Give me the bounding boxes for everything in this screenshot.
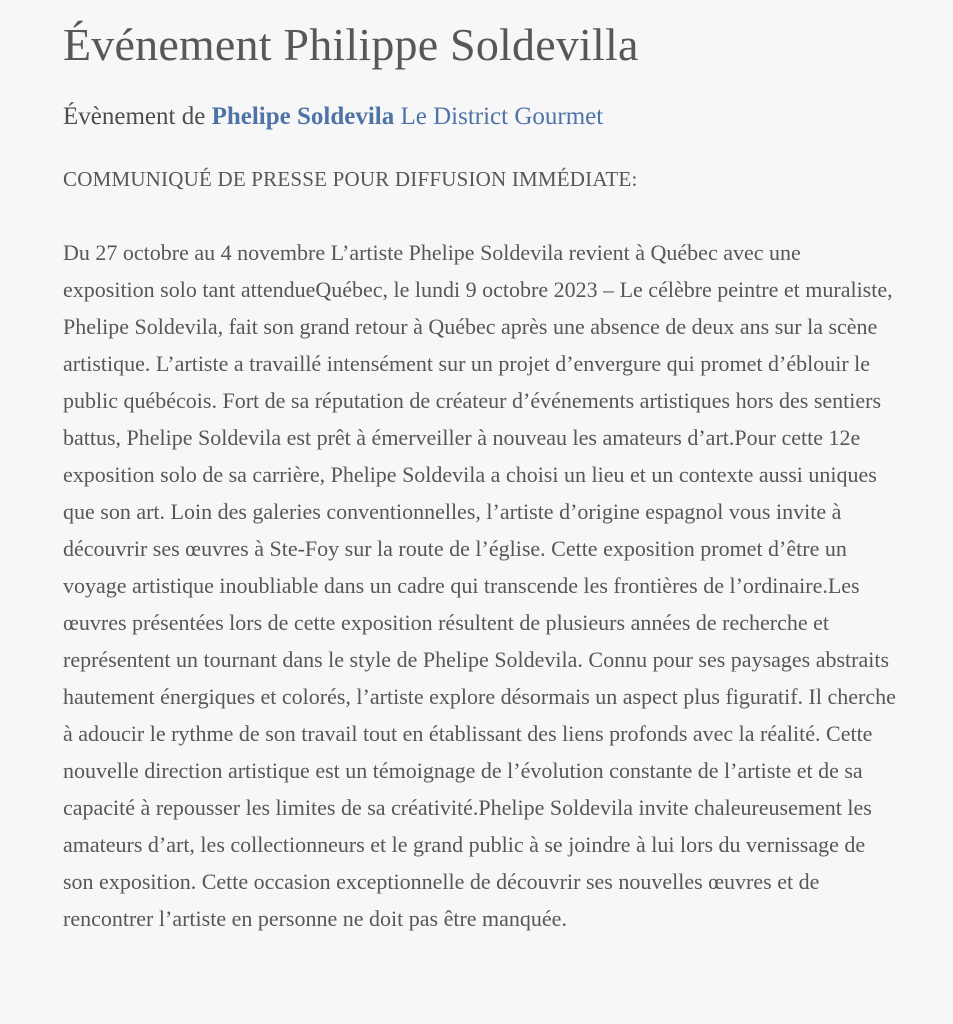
author-link[interactable]: Phelipe Soldevila (211, 102, 395, 130)
press-release-label: COMMUNIQUÉ DE PRESSE POUR DIFFUSION IMMÉDIATE: (63, 167, 638, 191)
venue-link[interactable]: Le District Gourmet (400, 102, 604, 130)
byline (63, 101, 893, 134)
byline-prefix: Évènement de (63, 102, 206, 130)
press-release-body: Du 27 octobre au 4 novembre L’artiste Phelipe Soldevila revient à Québec avec une exposition solo tant attendueQuébec, le lundi 9 octobre 2023 – Le célèbre peintre et muraliste, Phelipe Soldevila, fait son grand retour à Québec après une absence de deux ans sur la scène artistique. L’artiste a travaillé intensément sur un projet d’envergure qui promet d’éblouir le public québécois. Fort de sa réputation de créateur d’événements artistiques hors des sentiers battus, Phelipe Soldevila est prêt à émerveiller à nouveau les amateurs d’art.Pour cette 12e exposition solo de sa carrière, Phelipe Soldevila a choisi un lieu et un contexte aussi uniques que son art. Loin des galeries conventionnelles, l’artiste d’origine espagnol vous invite à découvrir ses œuvres à Ste-Foy sur la route de l’église. Cette exposition promet d’être un voyage artistique inoubliable dans un cadre qui transcende les frontières de l’ordinaire.Les œuvres présentées lors de cette exposition résultent de plusieurs années de recherche et représentent un tournant dans le style de Phelipe Soldevila. Connu pour ses paysages abstraits hautement énergiques et colorés, l’artiste explore désormais un aspect plus figuratif. Il cherche à adoucir le rythme de son travail tout en établissant des liens profonds avec la réalité. Cette nouvelle direction artistique est un témoignage de l’évolution constante de l’artiste et de sa capacité à repousser les limites de sa créativité.Phelipe Soldevila invite chaleureusement les amateurs d’art, les collectionneurs et le grand public à se joindre à lui lors du vernissage de son exposition. Cette occasion exceptionnelle de découvrir ses nouvelles œuvres et de rencontrer l’artiste en personne ne doit pas être manquée. (63, 240, 896, 932)
page-title: Événement Philippe Soldevilla (63, 19, 639, 70)
